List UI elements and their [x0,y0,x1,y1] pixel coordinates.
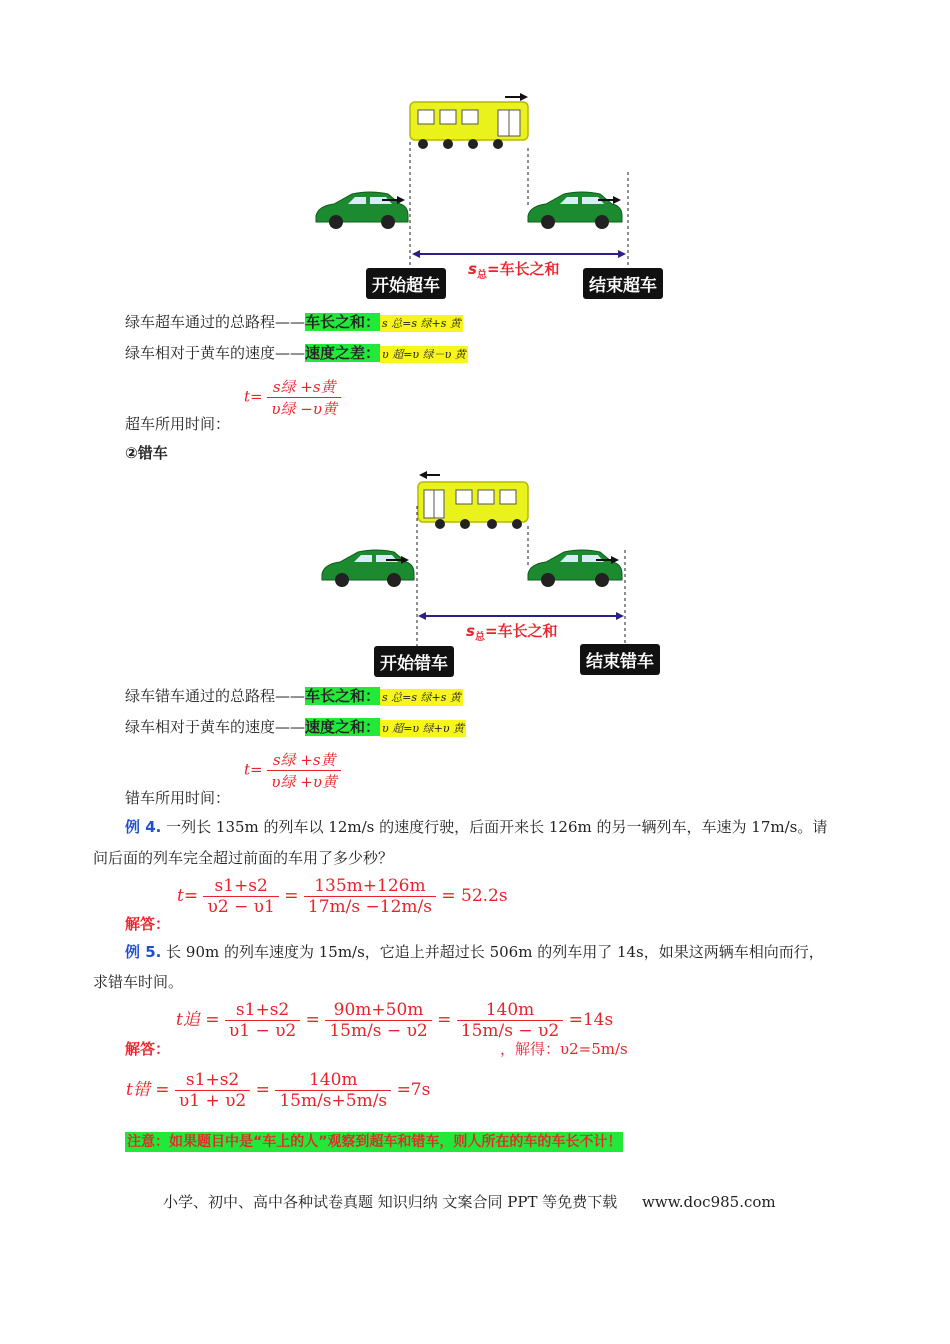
example5-formula-pass: t错 = $\frac{s1+s2}{\upsilon 1 + \upsilon 2}$ = $\frac{140m}{15m/s+5m/s}$ =7s [126,1070,431,1111]
overtake-diagram [300,88,690,300]
distance-arrow [418,612,624,620]
overtake-time-label: 超车所用时间： [125,415,231,433]
overtake-time-formula: t= $\frac{\text{s绿 +s黄}}{\text{υ绿 −υ黄}}$ [244,376,341,419]
distance-label: $s_总=$车长之和 [466,622,558,643]
green-car-end [528,192,622,229]
example5-solve: ，解得：υ2=5m/s [500,1040,628,1058]
example5-formula-chase: t追 = $\frac{s1+s2}{\upsilon 1 - \upsilon 2}$ = $\frac{90m+50m}{15m/s - \upsilon 2}$ = $\frac{140m}{15m/s - \upsilon 2}$ =14s [176,1000,614,1041]
overtake-speed-line: 绿车相对于黄车的速度——速度之差： υ 超=υ 绿－υ 黄 [125,344,466,362]
pass-time-label: 错车所用时间： [125,789,231,807]
green-car-end [528,550,622,587]
start-label: 开始错车 [374,646,454,677]
yellow-bus [418,482,528,529]
example5-question-line1: 例 5. 长 90m 的列车速度为 15m/s，它追上并超过长 506m 的列车用了 14s，如果这两辆车相向而行， [125,943,824,961]
footer-text: 小学、初中、高中各种试卷真题 知识归纳 文案合同 PPT 等免费下载 [163,1193,618,1211]
distance-arrow [412,250,626,258]
pass-time-formula: t= $\frac{\text{s绿 +s黄}}{\text{υ绿 +υ黄}}$ [244,749,341,792]
footer-url[interactable]: www.doc985.com [642,1193,776,1211]
pass-diagram [300,466,690,676]
overtake-distance-line: 绿车超车通过的总路程——车长之和： s 总=s 绿+s 黄 [125,313,461,331]
distance-label: $s_总=$车长之和 [468,260,560,281]
example4-answer-label: 解答： [125,915,171,933]
pass-distance-line: 绿车错车通过的总路程——车长之和： s 总=s 绿+s 黄 [125,687,461,705]
example4-question-line2: 问后面的列车完全超过前面的车用了多少秒？ [93,849,394,867]
section-title-pass: ②错车 [125,444,168,462]
example4-formula: t= $\frac{s1+s2}{\upsilon 2 - \upsilon 1}$ = $\frac{135m+126m}{17m/s -12m/s}$ = 52.2s [177,876,508,917]
example5-answer-label: 解答： [125,1040,171,1058]
end-label: 结束错车 [580,644,660,675]
end-label: 结束超车 [583,268,663,299]
example5-question-line2: 求错车时间。 [93,973,184,991]
green-car-start [322,550,414,587]
note: 注意：如果题目中是“车上的人”观察到超车和错车，则人所在的车的车长不计！ [127,1134,622,1150]
example4-question-line1: 例 4. 一列长 135m 的列车以 12m/s 的速度行驶，后面开来长 126m 的另一辆列车，车速为 17m/s。请 [125,818,828,836]
green-car-start [316,192,408,229]
start-label: 开始超车 [366,268,446,299]
footer [163,1191,776,1212]
bus-arrow-left-icon [419,471,440,479]
bus-arrow-icon [505,93,528,101]
yellow-bus [410,102,528,149]
pass-speed-line: 绿车相对于黄车的速度——速度之和： υ 超=υ 绿+υ 黄 [125,718,465,736]
